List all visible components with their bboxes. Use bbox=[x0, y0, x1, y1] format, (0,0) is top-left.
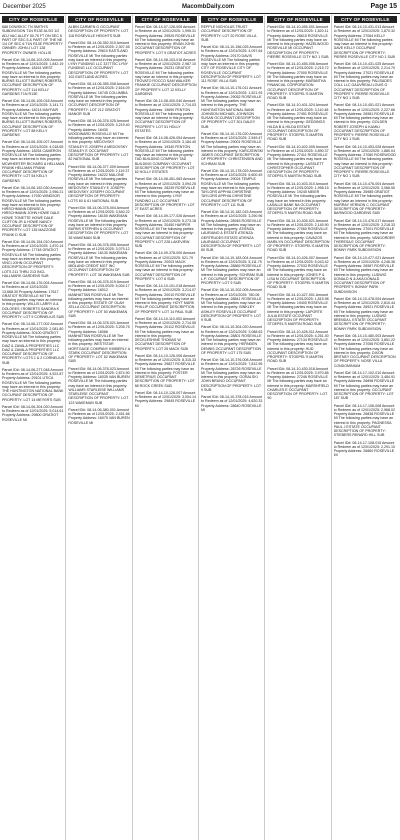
notice-item: Parcel ID#: 08-14-10-376-008 Amount to Redeem as of 12/01/2025: 7,812.95 Property Address: 28726 ROSEVILLE MI The following parties may have an interest in this property: GORALSKI JOHN BRUNO OCCUPANT DESCRIPTION OF PROPERTY: LOT 9 SUB bbox=[201, 358, 263, 392]
notice-item: Parcel ID#: 08-14-10-110-003 Amount to Redeem as of 12/01/2025: 2,714.55 Property Address: 20112 ROSEVILLE MI The following parties may have an interest in this property: DECKLESHINE THOMAS W OCCUPANT DESCRIPTION OF PROPERTY: LOT 25 MACK SUB bbox=[134, 316, 196, 351]
column-2 bbox=[68, 15, 132, 840]
notice-item: Parcel ID#: 08-14-10-402-005 Amount to Redeem as of 12/01/2025: 4,890.37 Property Address: 27411 ROSEVILLE MI The following parties may have an interest in this property: LASSLETT CHRISTOPHER OCCUPANT DESCRIPTION OF PROPERTY: STOEPEL'S MARTIN ROAD SUB bbox=[267, 144, 329, 179]
notice-item: Parcel ID#: 08-14-07-126-005 Amount to Redeem as of 12/01/2025: 1,995.31 Property Address: 29525 ROSEVILLE MI The following parties may have an interest in this property: IRVAN JOHN OCCUPANT DESCRIPTION OF PROPERTY: LOT 9 GRATIOT ACRES bbox=[134, 25, 196, 55]
notice-item: Parcel ID#: 08-14-10-183-004 Amount to Redeem as of 12/01/2025: 5,111.75 Property Address: 28869 ROSEVILLE MI The following parties may have an interest in this property: SCHRAM SUB L.P. OCCUPANT DESCRIPTION OF PROPERTY: LOT 9 SUB bbox=[201, 255, 264, 285]
notice-item: Parcel ID#: 08-14-10-427-001 Amount to Redeem as of 12/01/2025: 1,815.98 Property Address: 19400 ROSEVILLE MI The following parties may have an interest in this property: LAPORTE JULIA ESTATE OCCUPANT DESCRIPTION OF PROPERTY: STOEPEL'S MARTIN ROAD SUB bbox=[267, 292, 329, 327]
notice-item: Parcel ID#: 08-14-10-431-013 Amount to Redeem as of 12/01/2025: 1,870.32 Property Address: 27064 KELLY ROSEVILLE MI The following parties may have an interest in this property: DAVE KELLY OCCUPANT DESCRIPTION OF PROPERTY: PIERRE ROSEVILLE CITY NO 1 SUB bbox=[333, 25, 395, 59]
notice-item: Parcel ID#: 08-14-06-377-009 Amount to Redeem as of 12/01/2025: 2,119.37 Property Address: 16222 MALONE ROSEVILLE MI The following parties may have an interest in this property: MEDOVSKY STANLEY E JOSEPH MEDOVSKY JOSEPH OCCUPANT DESCRIPTION OF PROPERTY: LOTS 60 & 61 NATIONAL SUB bbox=[68, 164, 130, 203]
notice-list bbox=[201, 25, 263, 412]
notice-item: Parcel ID#: 08-14-10-431-025 Amount to Redeem as of 12/01/2025: 2,214.70 Property Address: 27021 ROSEVILLE MI The following parties may have an interest in this property: PALISADES COLL LLC GAUVREAU LOUIS G OCCUPANT DESCRIPTION OF PROPERTY: PIERRE ROSEVILLE CITY NO 1 SUB bbox=[333, 62, 395, 100]
notice-item: Parcel ID#: 08-14-06-378-004 Amount to Redeem as of 12/01/2025: 3,540.22 Property Address: 16150 WAKEMAN ROSEVILLE MI The following parties may have an interest in this property: BURNS STEPHEN & OCCUPANT DESCRIPTION OF PROPERTY: LOT 35 WAKEMAN SUB bbox=[68, 205, 130, 240]
notice-item: Parcel ID#: 08-14-10-176-020 Amount to Redeem as of 12/01/2025: 2,549.47 Property Address: 29001 ROSEVILLE MI The following parties may have an interest in this property: KARCZEWSKI JAMES OCCUPANT DESCRIPTION OF PROPERTY: CHRISTENSEN AND SCHRAM SUB bbox=[201, 131, 264, 166]
notice-item: Parcel ID#: 08-14-10-451-021 Amount to Redeem as of 12/01/2025: 2,227.66 Property Address: 26981 ROSEVILLE MI The following parties may have an interest in this property: GOLDEN ROBERT JOSEPH & KAMILI OCCUPANT DESCRIPTION OF PROPERTY: PIERRE ROSEVILLE CITY NO 1 SUB bbox=[333, 103, 395, 142]
notice-item: Parcel ID#: 08-14-10-126-006 Amount to Redeem as of 12/01/2025: 8,315.33 Property Address: 29827 ROSEVILLE MI The following parties may have an interest in this property: FOSTER DEMETRIUS OCCUPANT DESCRIPTION OF PROPERTY: LOT 88 ROCK CREEK SUB bbox=[134, 353, 196, 388]
notice-item: Parcel ID#: 08-14-06-176-004 Amount to Redeem as of 12/01/2025: 13,668.30 Property Address: 17617 GRATIOT ROSEVILLE MI The following parties may have an interest in this property: WILLIS LARRY A & DOLORES I ROBERTS SANDRA K OCCUPANT DESCRIPTION OF PROPERTY: LOT 9 CORNELIUS SUB bbox=[2, 281, 64, 319]
column-5 bbox=[267, 15, 331, 840]
notice-item: Parcel ID#: 08-14-08-400-040 Amount to Redeem as of 12/01/2025: 2,714.03 Property Address: 19690 FENTON ROSEVILLE MI The following parties may have an interest in this property: OCCUPANT DESCRIPTION OF PROPERTY: LOT 51 HOLLY ESTATES bbox=[134, 99, 196, 133]
section-header: CITY OF ROSEVILLE bbox=[2, 16, 64, 23]
notice-item: Parcel ID#: 08-14-10-304-020 Amount to Redeem as of 12/01/2025: 3,088.63 Property Address: 28801 ROSEVILLE MI The following parties may have an interest in this property: HERNDEN DENNIS OCCUPANT DESCRIPTION OF PROPERTY: LOT 175 SUB bbox=[201, 325, 263, 355]
notice-item: Parcel ID#: 08-14-06-105-027 Amount to Redeem as of 12/01/2025: 4,018.65 Property Address: 18254 CAMERON ROSEVILLE MI The following parties may have an interest in this property: MCWHERTER RICHARD A HELLMAN FRANK HELLMAN FRANK OCCUPANT DESCRIPTION OF PROPERTY: LOT 54 KELLY GARDENS bbox=[2, 140, 65, 183]
notice-item: Parcel ID#: 08-14-10-156-025 Amount to Redeem as of 12/01/2025: 4,097.64 Property Address: 29170 DAVIS ROSEVILLE MI The following parties may have an interest in this property: CITY OF ROSEVILLE CITY OF ROSEVILLE OCCUPANT DESCRIPTION OF PROPERTY: LOT 111 ROSE VILLA SUB bbox=[201, 45, 263, 83]
notice-item: Parcel ID#: 08-14-10-401-024 Amount to Redeem as of 12/01/2025: 3,110.48 Property Address: 27451 ROSEVILLE MI The following parties may have an interest in this property: GEDDINGS HILDA B & HILDA ESTATE OCCUPANT DESCRIPTION OF PROPERTY: STOEPEL'S MARTIN ROAD SUB bbox=[267, 103, 329, 142]
section-header: CITY OF ROSEVILLE bbox=[68, 16, 130, 23]
notice-list bbox=[2, 25, 64, 422]
section-header: CITY OF ROSEVILLE bbox=[334, 16, 397, 23]
notice-item: Parcel ID#: 08-14-10-101-018 Amount to Redeem as of 12/01/2025: 3,214.07 Property Address: 20010 ROSEVILLE MI The following parties may have an interest in this property: HOYT MARK PHILLIP OCCUPANT DESCRIPTION OF PROPERTY: LOT 14 PAUL SUB bbox=[134, 284, 196, 314]
notice-item: Parcel ID#: 08-14-10-182-015 Amount to Redeem as of 12/01/2025: 3,290.96 Property Address: 28945 ROSEVILLE MI The following parties may have an interest in this property: ATIENZA LAURIANO & ESTATE ATIENZA GERTRUDES ESTATE ATIENZA LAURIANO OCCUPANT DESCRIPTION OF PROPERTY: LOT 80 SUB bbox=[201, 210, 263, 253]
notice-item: Parcel ID#: 08-14-10-176-011 Amount to Redeem as of 12/01/2025: 1,521.93 Property Address: 29052 ROSEVILLE MI The following parties may have an interest in this property: THE HUNTINGTON NATIONAL BANK JOHNSON MICHAEL JOHNSON SUSAN OCCUPANT DESCRIPTION OF PROPERTY: LOT 301 DALEY SUB bbox=[201, 86, 263, 129]
notice-item: Parcel ID#: 08-14-10-477-021 Amount to Redeem as of 12/01/2025: 4,246.36 Property Address: 26987 ROSEVILLE MI The following parties may have an interest in this property: LUDWIG DONALD N & AKA DONALD OCCUPANT DESCRIPTION OF PROPERTY: BONNY PARK SUBDIVISION bbox=[333, 255, 395, 294]
issue-date: December 2025 bbox=[3, 3, 46, 10]
section-header: CITY OF ROSEVILLE bbox=[201, 16, 263, 23]
notice-list bbox=[68, 25, 130, 425]
notice-item: Parcel ID#: 08-14-06-277-048 Amount to Redeem as of 12/01/2025: 4,522.87 Property Address: 29101 UTICA ROSEVILLE MI The following parties may have an interest in this property: THE HUNTINGTON NATIONAL BANK OCCUPANT DESCRIPTION OF PROPERTY: LOT 14 MEYER'S SUB bbox=[2, 367, 64, 402]
notice-item: Parcel ID#: 08-14-10-480-003 Amount to Redeem as of 12/01/2025: 3,851.22 Property Address: 27056 ROSEVILLE MI The following parties may have an interest in this property: DIXON BRITNEY OCCUPANT DESCRIPTION OF PROPERTY: NOSE VILLA CONDOMINIUM bbox=[333, 333, 396, 368]
notice-item: Parcel ID#: 08-14-09-378-000 Amount to Redeem as of 12/01/2025: 521.79 Property Address: 20003 MACK ROSEVILLE MI The following parties may have an interest in this property: OCCUPANT DESCRIPTION OF PROPERTY: LOT 6 SUB bbox=[134, 251, 196, 281]
notice-item: Parcel ID#: 08-14-10-202-005 Amount to Redeem as of 12/01/2025: 780.06 Property Address: 28841 ROSEVILLE MI The following parties may have an interest in this property: BINKLEY ASHLEY ROSEVILLE OCCUPANT DESCRIPTION OF PROPERTY: LOT 9 SUB bbox=[201, 288, 262, 322]
notice-list bbox=[135, 25, 197, 408]
notice-item: 688 DOWSKI'C TN SMITH'S SUBDIVISION T1N R13E ALSO 1/2 ADJ VAC ALLEY 50.75 FT ON SEC 6 PART OF SEC 5 & PART OF THE NE 1/4 OF SEC 6 T1N R13E PROPERTY OWNER: JOHN J LOT 128 PROPERTY OWNER: HOLLIS bbox=[2, 25, 63, 55]
notice-item: Parcel ID#: 08-14-10-476-004 Amount to Redeem as of 12/01/2025: 3,066.50 Property Address: 26985 GRATIOT ROSEVILLE MI The following parties may have an interest in this property: MURRAY VERNON C OCCUPANT DESCRIPTION OF PROPERTY: BARWOOD GARDENS SUB bbox=[333, 181, 395, 216]
notice-item: Parcel ID#: 08-14-08-426-054 Amount to Redeem as of 12/01/2025: 3,184.40 Property Address: 19340 FENTON ROSEVILLE MI The following parties may have an interest in this property: TAD BUILDING COMPANY TAD BUILDING COMPANY OCCUPANT DESCRIPTION OF PROPERTY: LOT 62 HOLLY ESTATES bbox=[134, 136, 196, 174]
masthead bbox=[0, 0, 400, 14]
notice-item: Parcel ID#: 08-14-06-378-021 Amount to Redeem as of 12/01/2025: 3,205.75 Property Address: 16066 MANHATTAN ROSEVILLE MI The following parties may have an interest in this property: WESTSTAR MORTGAGE COMPANY KIMBERLY A STARK OCCUPANT DESCRIPTION OF PROPERTY: LOT 52 WAKEMAN SUB bbox=[68, 321, 130, 364]
notice-item: Parcel ID#: 08-14-06-152-030 Amount to Redeem as of 12/01/2025: 2,956.21 Property Address: 17930 WINDSOR ROSEVILLE MI The following parties may have an interest in this property: HIRSCHMANN DENISE A HIRSCHMANN JOHN HOWE DALE HOWE TONETTE HOWE DALE CLIFTON JR & HOWE NANCY OCCUPANT DESCRIPTION OF PROPERTY: LOT 135 MAZZONE FRANK D SUB bbox=[2, 185, 64, 237]
notice-item: Parcel ID#: 08-14-10-403-010 Amount to Redeem as of 12/01/2025: 1,998.15 Property Address: 19245 MEIER ROSEVILLE MI The following parties may have an interest in this property: LASALLE BANK NA OCCUPANT DESCRIPTION OF PROPERTY: STOEPEL'S MARTIN ROAD SUB bbox=[267, 181, 329, 216]
notice-item: Parcel ID#: 08-14-06-378-005 Amount to Redeem as of 12/01/2025: 3,075.12 Property Address: 16130 WAKEMAN ROSEVILLE MI The following parties may have an interest in this property: MIDLAND CREDIT MGT INC OCCUPANT DESCRIPTION OF PROPERTY: LOT 36 WAKEMAN SUB bbox=[68, 242, 130, 277]
notice-item: ALBIN CARMEN G OCCUPANT DESCRIPTION OF PROPERTY: LOT 118 ROSEVILLE HEIGHTS SUB bbox=[68, 25, 129, 38]
notice-item: Parcel ID#: 08-14-06-378-023 Amount to Redeem as of 12/01/2025: 2,874.90 Property Address: 16035 VAN BUREN ROSEVILLE MI The following parties may have an interest in this property: WILLIAMS STARLEISE WILLIAMS STARLEISE OCCUPANT DESCRIPTION OF PROPERTY: LOT 123 WAKEMAN SUB bbox=[68, 366, 130, 405]
notice-item: Parcel ID#: 08-14-06-352-010 Amount to Redeem as of 12/01/2025: 2,307.45 Property Address: 29610 EASTLAND ROSEVILLE MI The following parties may have an interest in this property: LYNY FUNDING LLC 337775C LYNY FUNDING LLC OCCUPANT DESCRIPTION OF PROPERTY: LOT 102 EASTLAND ACRES bbox=[68, 40, 130, 79]
notice-columns bbox=[0, 14, 400, 840]
notice-list bbox=[334, 25, 397, 458]
column-3 bbox=[135, 15, 199, 840]
notice-item: Parcel ID#: 08-14-09-177-026 Amount to Redeem as of 12/01/2025: 5,273.18 Property Address: 20450 HARPER ROSEVILLE MI The following parties may have an interest in this property: OCCUPANT DESCRIPTION OF PROPERTY: LOT 228 LAKEVIEW SUB bbox=[134, 214, 196, 248]
notice-item: Parcel ID#: 08-14-06-177-002 Amount to Redeem as of 12/01/2025: 2,081.80 Property Address: 30100 GRATIOT ROSEVILLE MI The following parties may have an interest in this property: DIAZ & ZAVALA PROPERTIES LLC DIAZ & ZAVALA PROPERTIES LLC OCCUPANT DESCRIPTION OF PROPERTY: LOTS 1 & 2 CORNELIUS SUB bbox=[2, 322, 65, 365]
notice-item: Parcel ID#: 08-14-06-355-008 Amount to Redeem as of 12/01/2025: 2,616.09 Property Address: 16745 COLUMBIA ROSEVILLE MI The following parties may have an interest in this property: OCCUPANT DESCRIPTION OF PROPERTY: LOT 212 GRATIOT MANOR SUB bbox=[68, 82, 130, 116]
section-header: CITY OF ROSEVILLE bbox=[267, 16, 329, 23]
notice-item: Parcel ID#: 08-14-10-178-029 Amount to Redeem as of 12/01/2025: 6,600.49 Property Address: 29024 TEMPLE ROSEVILLE MI The following parties may have an interest in this property: TAYLORS APPHIA CHRISTINE TAYLORS APPHIA CHRISTINE OCCUPANT DESCRIPTION OF PROPERTY: LOT 111 SUB bbox=[201, 168, 263, 207]
column-4 bbox=[201, 15, 265, 840]
notice-item: Parcel ID#: 08-14-10-476-017 Amount to Redeem as of 12/01/2025: 3,218.33 Property Address: 27001 ROSEVILLE MI The following parties may have an interest in this property: VANGORDER THERESA E OCCUPANT DESCRIPTION OF PROPERTY: BONNY PARK SUBDIVISION bbox=[333, 218, 395, 253]
notice-item: Parcel ID#: 08-14-17-102-010 Amount to Redeem as of 12/01/2025: 3,484.91 Property Address: 26898 ROSEVILLE MI The following parties may have an interest in this property: OCCUPANT DESCRIPTION OF PROPERTY: LOT 187 SUB bbox=[333, 370, 395, 401]
notice-item: Parcel ID#: 08-14-10-478-004 Amount to Redeem as of 12/01/2025: 2,810.44 Property Address: 26921 ROSEVILLE MI The following parties may have an interest in this property: LUDWIG BRENDA L ESTATE OCCUPANT DESCRIPTION OF PROPERTY: BONNY PARK SUBDIVISION bbox=[333, 296, 395, 331]
notice-list bbox=[267, 25, 329, 401]
notice-item: Parcel ID#: 08-14-06-103-005 Amount to Redeem as of 12/01/2025: 1,842.19 Property Address: 18161 WEST ROSEVILLE MI The following parties may have an interest in this property: BURNS ELLIOTT BURNS ROBERTA OCCUPANT DESCRIPTION OF PROPERTY: LOT 114 KELLY GARDENS T1N R13E bbox=[2, 57, 64, 96]
notice-item: Parcel ID#: 08-14-10-430-018 Amount to Redeem as of 12/01/2025: 3,970.85 Property Address: 27246 ROSEVILLE MI The following parties may have an interest in this property: MARSHFIELD CHARLES E OCCUPANT DESCRIPTION OF PROPERTY: LOT 90 bbox=[267, 366, 329, 401]
notice-item: REPPLE NICHOLAS TRUST OCCUPANT DESCRIPTION OF PROPERTY: LOT 20 ROSE VILLA SUB bbox=[201, 25, 257, 42]
notice-item: Parcel ID#: 08-14-10-455-001 Amount to Redeem as of 12/01/2025: 1,820.11 Property Address: 28615 ROSEVILLE MI The following parties may have an interest in this property: HAZELWOOD ROSEVILLE MI OCCUPANT DESCRIPTION OF PROPERTY: PIERRE ROSEVILLE CITY NO 1 SUB bbox=[267, 25, 329, 59]
notice-item: Parcel ID#: 08-14-08-103-018 Amount to Redeem as of 12/01/2025: 2,987.10 Property Address: 29231 GRATIOT ROSEVILLE MI The following parties may have an interest in this property: TROVATO ROCCO SAM WALKER FRANKIE OCCUPANT DESCRIPTION OF PROPERTY: LOT 12 KELLY GARDENS bbox=[134, 57, 197, 96]
notice-item: Parcel ID#: 08-14-06-380-001 Amount to Redeem as of 12/01/2025: 2,451.66 Property Address: 16075 VAN BUREN ROSEVILLE MI bbox=[68, 407, 130, 425]
notice-item: Parcel ID#: 08-14-06-304-020 Amount to Redeem as of 12/01/2025: 5,014.61 Property Address: 29800 GRATIOT ROSEVILLE MI bbox=[2, 404, 64, 422]
notice-item: Parcel ID#: 08-14-06-105-018 Amount to Redeem as of 12/01/2025: 3,141.71 Property Address: 18214 MAYFAIR ROSEVILLE MI The following parties may have an interest in this property: BURNS ELLIOTT BURNS ROBERTA OCCUPANT DESCRIPTION OF PROPERTY: LOT 88 KELLY GARDENS bbox=[2, 99, 64, 137]
notice-item: Parcel ID#: 08-14-17-108-015 Amount to Redeem as of 12/01/2025: 2,291.10 Property Address: 26860 ROSEVILLE MI bbox=[333, 440, 395, 458]
notice-item: Parcel ID#: 08-14-10-455-006 Amount to Redeem as of 12/01/2025: 2,215.72 Property Address: 27000 ROSEVILLE MI The following parties may have an interest in this property: MARANTHA FINANCIAL CORPORATION OCCUPANT DESCRIPTION OF PROPERTY: STOEPEL'S MARTIN ROAD SUB bbox=[267, 62, 329, 100]
notice-item: Parcel ID#: 08-14-10-428-011 Amount to Redeem as of 12/01/2025: 4,251.40 Property Address: 27134 ROSEVILLE MI The following parties may have an interest in this property: HUD OCCUPANT DESCRIPTION OF PROPERTY: STOEPEL'S MARTIN ROAD SUB bbox=[267, 329, 329, 364]
notice-item: Parcel ID#: 08-14-10-426-007 Amount to Redeem as of 12/01/2025: 5,043.42 Property Address: 27033 ROSEVILLE MI The following parties may have an interest in this property: JONES P & LISA M OCCUPANT DESCRIPTION OF PROPERTY: STOEPEL'S MARTIN ROAD SUB bbox=[267, 255, 330, 290]
column-1 bbox=[2, 15, 66, 840]
site-name: MacombDaily.com bbox=[181, 3, 235, 10]
section-header: CITY OF ROSEVILLE bbox=[135, 16, 197, 23]
notice-item: Parcel ID#: 08-14-10-453-028 Amount to Redeem as of 12/01/2025: 1,880.04 Property Address: 27080 ROSEWOOD ROSEVILLE MI The following parties may have an interest in this property: OCCUPANT DESCRIPTION OF PROPERTY: PIERRE ROSEVILLE CITY NO 1 SUB bbox=[333, 144, 396, 179]
notice-item: Parcel ID#: 08-14-10-378-015 Amount to Redeem as of 12/01/2025: 4,620.33 Property Address: 28640 ROSEVILLE MI bbox=[201, 395, 263, 412]
notice-item: Parcel ID#: 08-14-17-106-008 Amount to Redeem as of 12/01/2025: 2,968.02 Property Address: 26838 ROSEVILLE MI The following parties may have an interest in this property: PAGNESSA PAUL J ESTATE OCCUPANT DESCRIPTION OF PROPERTY: STIEBERS RENARD HILL SUB bbox=[333, 403, 395, 438]
notice-item: Parcel ID#: 08-14-06-154-010 Amount to Redeem as of 12/01/2025: 1,870.14 Property Address: 17748 GRATIOT ROSEVILLE MI The following parties may have an interest in this property: VINCI JOHN OCCUPANT DESCRIPTION OF PROPERTY: LOTS 211 THRU 213 INCL HALLMARK GARDENS SUB bbox=[2, 239, 64, 278]
notice-item: Parcel ID#: 08-14-06-378-019 Amount to Redeem as of 12/01/2025: 5,004.17 Property Address: 16012 MANHATTAN ROSEVILLE MI The following parties may have an interest in this property: ESTATE OF OLAH ZELLA OCCUPANT DESCRIPTION OF PROPERTY: LOT 50 WAKEMAN SUB bbox=[68, 279, 130, 318]
notice-item: Parcel ID#: 08-14-06-376-025 Amount to Redeem as of 12/01/2025: 3,219.40 Property Address: 16430 WOODWARD ROSEVILLE MI The following parties may have an interest in this property: MEDOVSKY STANLEY E JOSEPH A MEDOVSKY STANLEY E OCCUPANT DESCRIPTION OF PROPERTY: LOT 82 NATIONAL SUB bbox=[68, 119, 130, 162]
column-6 bbox=[334, 15, 398, 840]
notice-item: Parcel ID#: 08-14-08-451-063 Amount to Redeem as of 12/01/2025: 3,094.25 Property Address: 28249 ROSEVILLE MI The following parties may have an interest in this property: LYNY FUNDING LLC OCCUPANT DESCRIPTION OF PROPERTY: LOT 27 EAST ACRES bbox=[134, 177, 196, 211]
notice-item: Parcel ID#: 08-14-10-126-007 Amount to Redeem as of 12/01/2025: 3,004.14 Property Address: 29845 ROSEVILLE MI bbox=[134, 390, 196, 408]
page-number: Page 15 bbox=[370, 3, 397, 10]
notice-item: Parcel ID#: 08-14-10-405-021 Amount to Redeem as of 12/01/2025: 2,145.90 Property Address: 27060 ROSEVILLE MI The following parties may have an interest in this property: CAVAZOS MARILYN OCCUPANT DESCRIPTION OF PROPERTY: STOEPEL'S MARTIN ROAD SUB bbox=[267, 218, 330, 253]
